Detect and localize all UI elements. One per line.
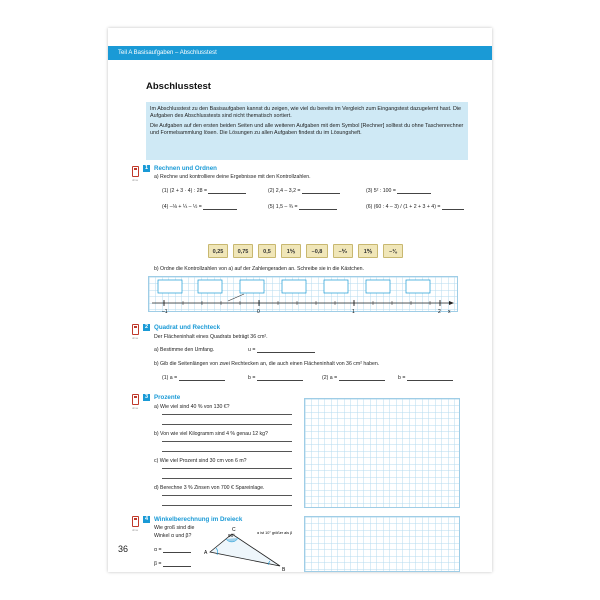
task-1-number: 1 xyxy=(144,165,149,171)
task-3-grid xyxy=(304,398,460,508)
task-3b-text: b) Von wie viel Kilogramm sind 4 % genau 12 kg? xyxy=(154,431,268,437)
calculator-caption: ohne xyxy=(132,406,139,410)
no-calculator-icon xyxy=(132,324,139,335)
task-4-question-1: Wie groß sind die xyxy=(154,525,195,531)
task-2b-text: b) Gib die Seitenlängen von zwei Rechtecken an, die auch einen Flächeninhalt von 36 cm² haben. xyxy=(154,361,380,367)
page-title: Abschlusstest xyxy=(146,81,211,92)
control-number-chip: 0,75 xyxy=(233,244,253,258)
axis-label: 2 xyxy=(438,309,441,315)
control-number-chip: 1⅕ xyxy=(281,244,301,258)
no-calculator-icon xyxy=(132,394,139,405)
answer-line xyxy=(162,478,292,479)
intro-box xyxy=(146,102,468,160)
beta-answer: β = xyxy=(154,561,191,567)
worksheet-page xyxy=(108,28,492,572)
axis-label: 1 xyxy=(352,309,355,315)
control-number-chip: –⅟₂ xyxy=(333,244,353,258)
answer-line xyxy=(162,414,292,415)
control-number-chip: 1⅗ xyxy=(358,244,378,258)
expr-5: (5) 1,5 – ¾ = xyxy=(268,204,337,210)
task-2a-text: a) Bestimme den Umfang. xyxy=(154,347,215,353)
expr-3: (3) 5² : 100 = xyxy=(366,188,431,194)
calculator-caption: ohne xyxy=(132,178,139,182)
task-2b-2a: (2) a = xyxy=(322,375,385,381)
task-2b-2b: b = xyxy=(398,375,453,381)
task-2b-1b: b = xyxy=(248,375,303,381)
task-3c-text: c) Wie viel Prozent sind 30 cm von 6 m? xyxy=(154,458,247,464)
angle-label: 98° xyxy=(228,533,235,538)
task-2-number: 2 xyxy=(144,324,149,330)
page-number: 36 xyxy=(118,544,129,554)
calculator-caption: ohne xyxy=(132,336,139,340)
no-calculator-icon xyxy=(132,516,139,527)
vertex-a-label: A xyxy=(204,550,208,556)
axis-label: x xyxy=(448,309,451,315)
answer-line xyxy=(162,468,292,469)
control-number-chip: –0,8 xyxy=(306,244,328,258)
control-number-chip: 0,25 xyxy=(208,244,228,258)
number-line xyxy=(148,276,458,320)
task-3d-text: d) Berechne 3 % Zinsen von 700 € Spareinlage. xyxy=(154,485,265,491)
task-3a-text: a) Wie viel sind 40 % von 130 €? xyxy=(154,404,230,410)
task-1a-text: a) Rechne und kontrolliere deine Ergebnisse mit den Kontrollzahlen. xyxy=(154,174,311,180)
task-2-intro: Der Flächeninhalt eines Quadrats beträgt 36 cm². xyxy=(154,334,268,340)
task-1-title: Rechnen und Ordnen xyxy=(154,165,217,172)
triangle-diagram xyxy=(202,522,302,572)
section-header: Teil A Basisaufgaben – Abschlusstest xyxy=(108,46,492,60)
vertex-b-label: B xyxy=(282,567,286,572)
expr-6: (6) (60 : 4 – 3) / (1 + 2 + 3 + 4) = xyxy=(366,204,464,210)
intro-paragraph-1: Im Abschlusstest zu den Basisaufgaben kannst du zeigen, wie viel du bereits im Vergleich zum Eingangstest dazugelernt hast. Die Aufgaben des Abschlusstests sind nicht thematisch sortiert. xyxy=(150,106,462,119)
answer-line xyxy=(162,441,292,442)
control-number-chip: 0,5 xyxy=(258,244,276,258)
intro-paragraph-2: Die Aufgaben auf den ersten beiden Seiten und alle weiteren Aufgaben mit dem Symbol [Rechner] solltest du ohne Taschenrechner und Formelsammlung lösen. Die Lösungen zu allen Aufgaben findest du im Lösungsheft. xyxy=(150,123,464,136)
expr-2: (2) 2,4 – 3,2 = xyxy=(268,188,340,194)
angle-note: α ist 10° größer als β xyxy=(257,531,293,535)
control-number-chip: –⅜ xyxy=(383,244,403,258)
task-2-title: Quadrat und Rechteck xyxy=(154,324,221,331)
answer-line xyxy=(162,424,292,425)
task-2a-answer: u = xyxy=(248,347,315,353)
answer-line xyxy=(162,451,292,452)
task-4-grid xyxy=(304,516,460,572)
calculator-caption: ohne xyxy=(132,528,139,532)
task-4-title: Winkelberechnung im Dreieck xyxy=(154,516,243,523)
axis-label: 0 xyxy=(257,309,260,315)
expr-1: (1) (2 + 3 · 4) : 28 = xyxy=(162,188,246,194)
vertex-c-label: C xyxy=(232,527,236,533)
task-3-title: Prozente xyxy=(154,394,181,401)
task-4-number: 4 xyxy=(144,516,149,522)
task-1b-text: b) Ordne die Kontrollzahlen von a) auf der Zahlengeraden an. Schreibe sie in die Kästchen. xyxy=(154,266,364,272)
task-3-number: 3 xyxy=(144,394,149,400)
answer-line xyxy=(162,495,292,496)
axis-label: –1 xyxy=(162,309,168,315)
alpha-answer: α = xyxy=(154,547,191,553)
expr-4: (4) –⅛ + ¼ – ½ = xyxy=(162,204,237,210)
answer-line xyxy=(162,505,292,506)
task-2b-1a: (1) a = xyxy=(162,375,225,381)
task-4-question-2: Winkel α und β? xyxy=(154,533,192,539)
no-calculator-icon xyxy=(132,166,139,177)
